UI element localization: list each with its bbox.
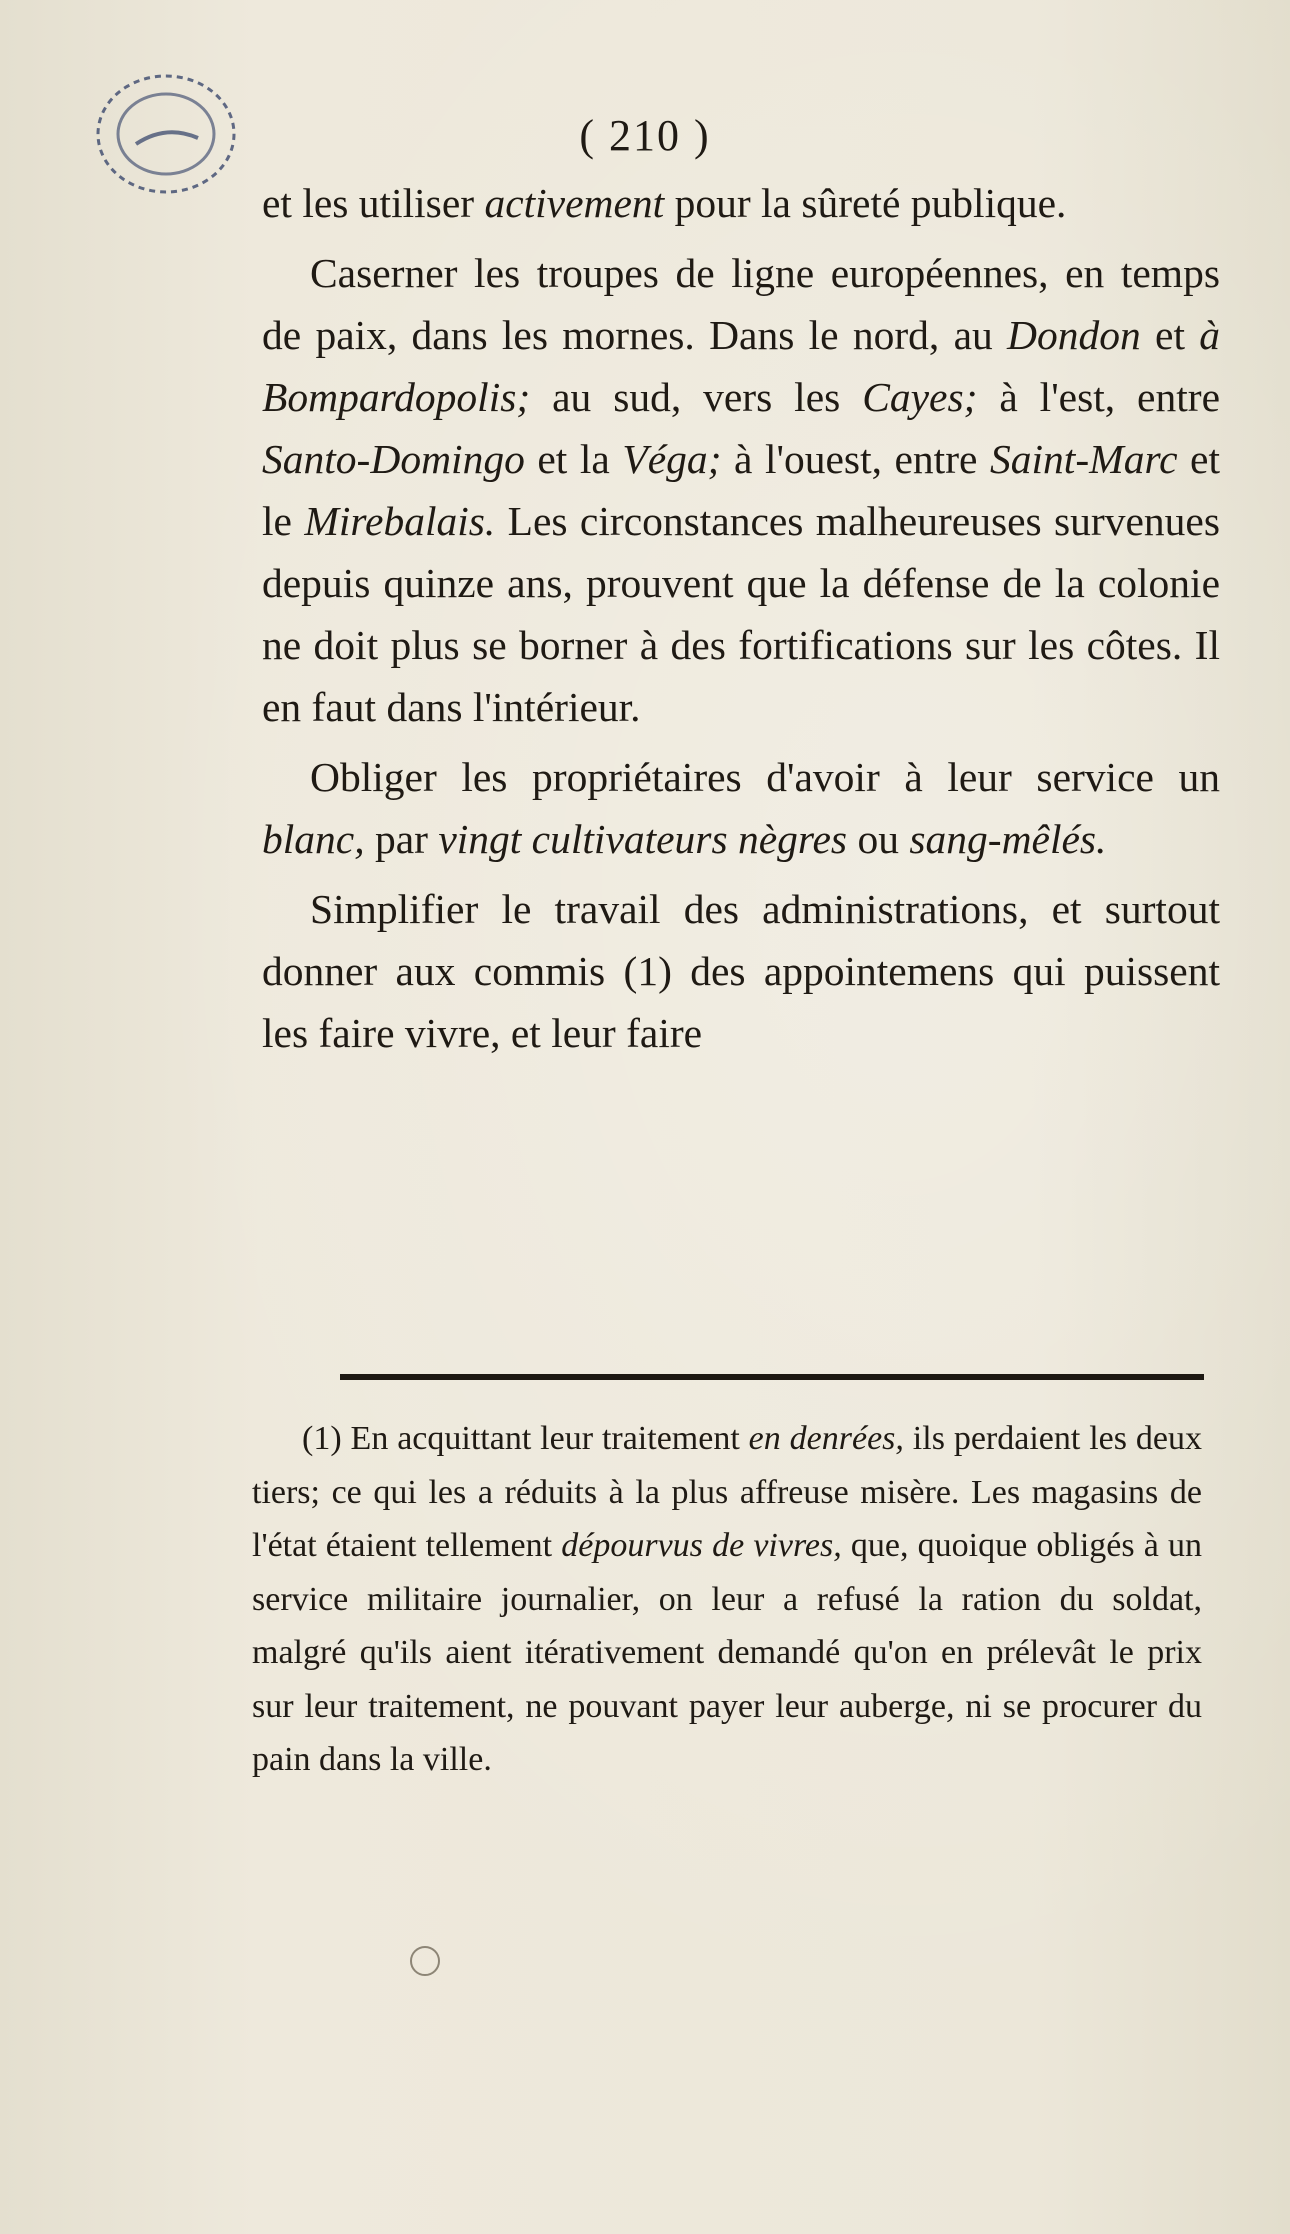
paragraph bbox=[262, 242, 1220, 738]
italic-text-segment: sang-mêlés. bbox=[909, 816, 1107, 862]
main-text bbox=[262, 172, 1220, 1064]
italic-text-segment: Saint-Marc bbox=[990, 436, 1178, 482]
italic-text-segment: Cayes; bbox=[862, 374, 978, 420]
text-segment: pour la sûreté publique. bbox=[664, 180, 1067, 226]
footnote bbox=[252, 1412, 1202, 1787]
italic-text-segment: activement bbox=[484, 180, 665, 226]
italic-text-segment: Dondon bbox=[1007, 312, 1141, 358]
text-segment: ils perdaient les deux tiers; ce qui les a réduits à la plus affreuse misère. Les magasins de l'état étaient tellement bbox=[252, 1420, 1202, 1564]
italic-text-segment: blanc, bbox=[262, 816, 365, 862]
text-segment: Les circonstances malheureuses survenues depuis quinze ans, prouvent que la défense de la colonie ne doit plus se borner à des fortifications sur les côtes. Il en faut dans l'intérieur. bbox=[262, 498, 1220, 730]
text-segment: Simplifier le travail des administrations, et surtout donner aux commis (1) des appointemens qui puissent les faire vivre, et leur faire bbox=[262, 886, 1220, 1056]
text-segment: que, quoique obligés à un service militaire journalier, on leur a refusé la ration du soldat, malgré qu'ils aient itérativement demandé qu'on en prélevât le prix sur leur traitement, ne pouvant payer leur auberge, ni se procurer du pain dans la ville. bbox=[252, 1527, 1203, 1778]
paper-blemish bbox=[410, 1946, 440, 1976]
text-segment: et le bbox=[262, 436, 1220, 544]
italic-text-segment: Véga; bbox=[622, 436, 722, 482]
footnote-separator-rule bbox=[340, 1374, 1204, 1380]
text-segment: Caserner les troupes de ligne européennes, en temps de paix, dans les mornes. Dans le nord, au bbox=[262, 250, 1220, 358]
text-segment: à l'est, entre bbox=[977, 374, 1220, 420]
italic-text-segment: Mirebalais. bbox=[304, 498, 496, 544]
text-segment: Obliger les propriétaires d'avoir à leur service un bbox=[310, 754, 1220, 800]
text-segment: au sud, vers les bbox=[530, 374, 863, 420]
paragraph bbox=[262, 172, 1220, 234]
footnote-paragraph bbox=[252, 1412, 1202, 1787]
text-segment: à l'ouest, entre bbox=[721, 436, 991, 482]
italic-text-segment: dépourvus de vivres, bbox=[561, 1527, 842, 1564]
text-segment: (1) En acquittant leur traitement bbox=[302, 1420, 749, 1457]
paragraph bbox=[262, 878, 1220, 1064]
page-number: ( 210 ) bbox=[579, 111, 711, 160]
text-segment: par bbox=[364, 816, 439, 862]
italic-text-segment: à Bompardopolis; bbox=[262, 312, 1220, 420]
paragraph bbox=[262, 746, 1220, 870]
text-segment: et bbox=[1140, 312, 1200, 358]
text-segment: et la bbox=[524, 436, 623, 482]
text-segment: ou bbox=[847, 816, 910, 862]
italic-text-segment: Santo-Domingo bbox=[262, 436, 525, 482]
italic-text-segment: vingt cultivateurs nègres bbox=[438, 816, 848, 862]
italic-text-segment: en denrées, bbox=[748, 1420, 904, 1457]
text-segment: et les utiliser bbox=[262, 180, 485, 226]
